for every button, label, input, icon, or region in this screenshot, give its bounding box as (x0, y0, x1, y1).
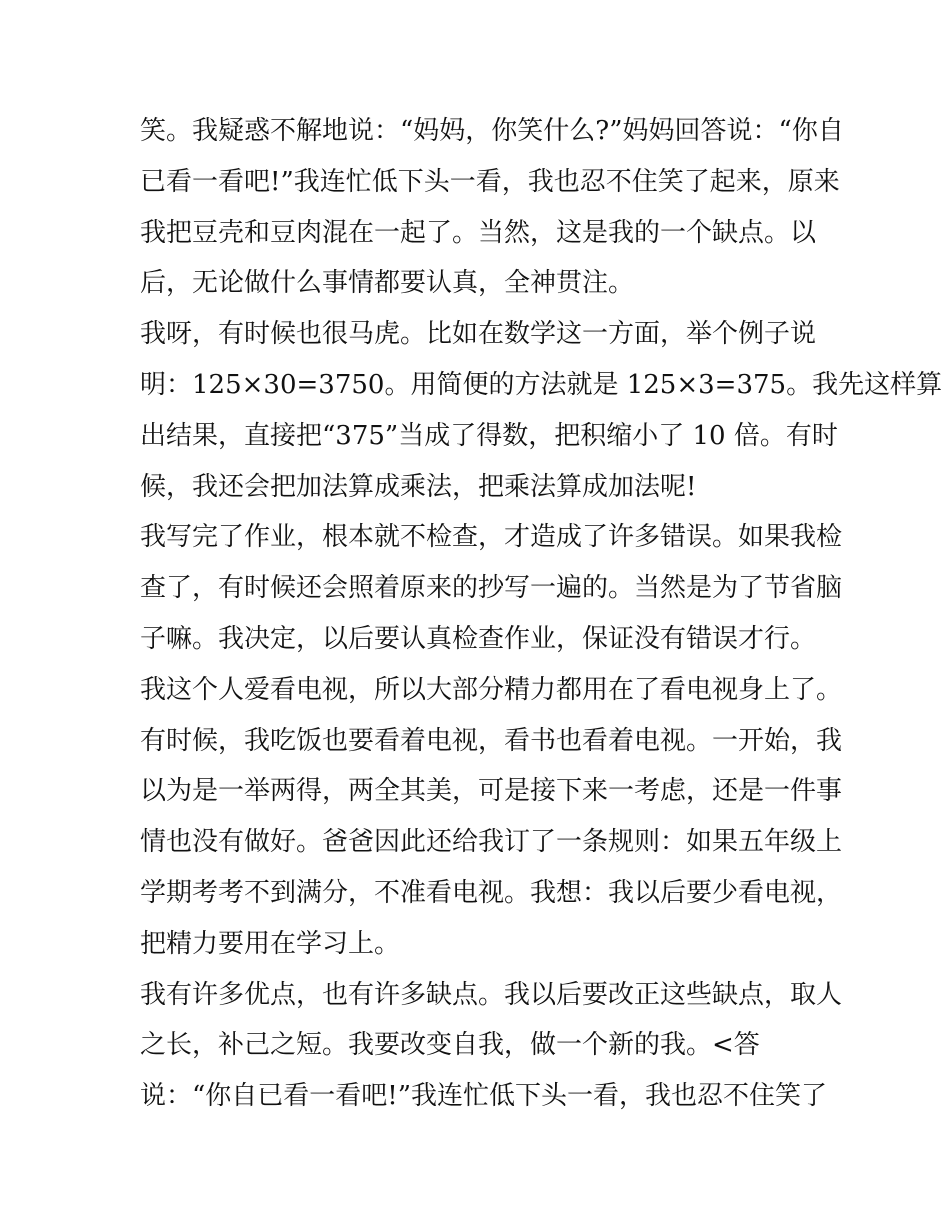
text-line: 我这个人爱看电视，所以大部分精力都用在了看电视身上了。 (140, 674, 843, 705)
essay-text (140, 106, 943, 1122)
text-line: 有时候，我吃饭也要看着电视，看书也看着电视。一开始，我 (140, 725, 843, 756)
text-line: 已看一看吧!”我连忙低下头一看，我也忍不住笑了起来，原来 (140, 166, 840, 197)
text-line: 学期考考不到满分，不准看电视。我想：我以后要少看电视， (140, 877, 843, 908)
text-line: 说：“你自已看一看吧!”我连忙低下头一看，我也忍不住笑了 (140, 1081, 828, 1112)
text-line: 以为是一举两得，两全其美，可是接下来一考虑，还是一件事 (140, 776, 843, 807)
text-line: 后，无论做什么事情都要认真，全神贯注。 (140, 268, 635, 299)
text-line: 之长，补己之短。我要改变自我，做一个新的我。<答 (140, 1030, 760, 1061)
text-line: 候，我还会把加法算成乘法，把乘法算成加法呢! (140, 471, 697, 502)
text-line: 我把豆壳和豆肉混在一起了。当然，这是我的一个缺点。以 (140, 217, 817, 248)
text-line: 把精力要用在学习上。 (140, 928, 401, 959)
text-line: 笑。我疑惑不解地说：“妈妈，你笑什么?”妈妈回答说：“你自 (140, 116, 844, 146)
text-line: 我呀，有时候也很马虎。比如在数学这一方面，举个例子说 (140, 319, 817, 350)
text-line: 我写完了作业，根本就不检查，才造成了许多错误。如果我检 (140, 522, 843, 553)
text-line: 子嘛。我决定，以后要认真检查作业，保证没有错误才行。 (140, 623, 817, 654)
text-line: 我有许多优点，也有许多缺点。我以后要改正这些缺点，取人 (140, 979, 843, 1010)
text-line: 明：125×30=3750。用简便的方法就是 125×3=375。我先这样算 (140, 369, 943, 400)
text-line: 查了，有时候还会照着原来的抄写一遍的。当然是为了节省脑 (140, 573, 843, 604)
text-line: 出结果，直接把“375”当成了得数，把积缩小了 10 倍。有时 (140, 420, 838, 451)
text-line: 情也没有做好。爸爸因此还给我订了一条规则：如果五年级上 (140, 827, 843, 858)
